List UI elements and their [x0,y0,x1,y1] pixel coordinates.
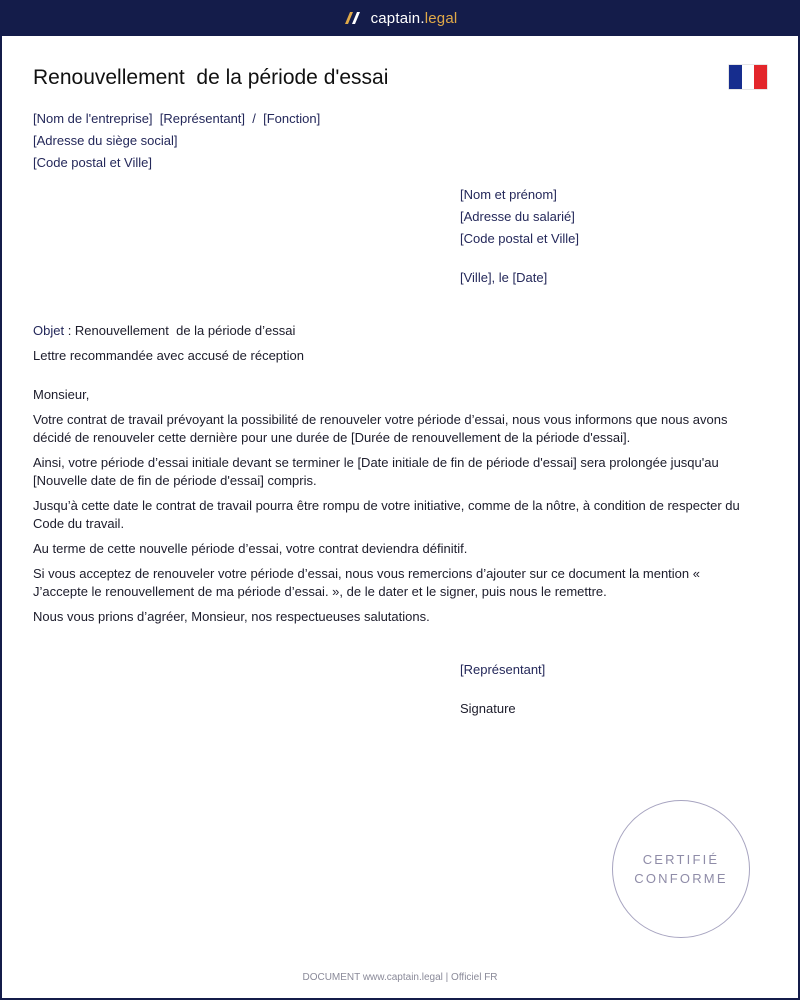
subject-text: : Renouvellement de la période d’essai [64,323,296,338]
brand-name: captain [370,9,421,27]
body-paragraph: Jusqu’à cette date le contrat de travail pourra être rompu de votre initiative, comme de la nôtre, à condition de respecter du Code du travail. [33,498,740,531]
body-paragraph: Ainsi, votre période d’essai initiale devant se terminer le [Date initiale de fin de période d'essai] sera prolongée jusqu'au [Nouvelle date de fin de période d'essai] compris. [33,455,719,488]
footer-text: DOCUMENT www.captain.legal | Officiel FR [302,972,498,983]
brand-dot: . [420,9,425,27]
delivery-mode: Lettre recommandée avec accusé de réception [33,348,304,363]
stamp-line-1: CERTIFIÉ [642,852,720,867]
certified-stamp [612,800,750,938]
employer-line-3: [Code postal et Ville] [33,155,152,170]
employee-line-2: [Adresse du salarié] [460,209,575,224]
body-paragraph: Votre contrat de travail prévoyant la possibilité de renouveler votre période d’essai, nous vous informons que nous avons décidé de renouveler cette dernière pour une durée de [Durée de renouvellement de la période d'essai]. [33,412,728,445]
signature-label: Signature [460,701,516,716]
employer-line-1: [Nom de l'entreprise] [Représentant] / [Fonction] [33,111,321,126]
brand-logo-link[interactable] [343,10,458,27]
employer-line-2: [Adresse du siège social] [33,133,178,148]
document-title: Renouvellement de la période d'essai [33,66,389,89]
top-bar [2,0,798,36]
salutation: Monsieur, [33,387,90,402]
employee-line-1: [Nom et prénom] [460,187,557,202]
captain-legal-logo-icon [343,10,363,26]
brand-tld: legal [424,9,458,27]
subject-label: Objet [33,323,65,338]
stamp-line-2: CONFORME [634,871,728,886]
closing-paragraph: Nous vous prions d’agréer, Monsieur, nos respectueuses salutations. [33,609,430,624]
employee-line-3: [Code postal et Ville] [460,231,579,246]
body-paragraph: Si vous acceptez de renouveler votre période d’essai, nous vous remercions d’ajouter sur ce document la mention « J’accepte le renouvellement de ma période d’essai. », de le dater et le signer, puis nous le remettre. [33,566,700,599]
representative-placeholder: [Représentant] [460,662,546,677]
france-flag-icon [729,65,767,89]
body-paragraph: Au terme de cette nouvelle période d’essai, votre contrat deviendra définitif. [33,541,468,556]
subject-line [33,322,295,340]
place-and-date: [Ville], le [Date] [460,270,548,285]
